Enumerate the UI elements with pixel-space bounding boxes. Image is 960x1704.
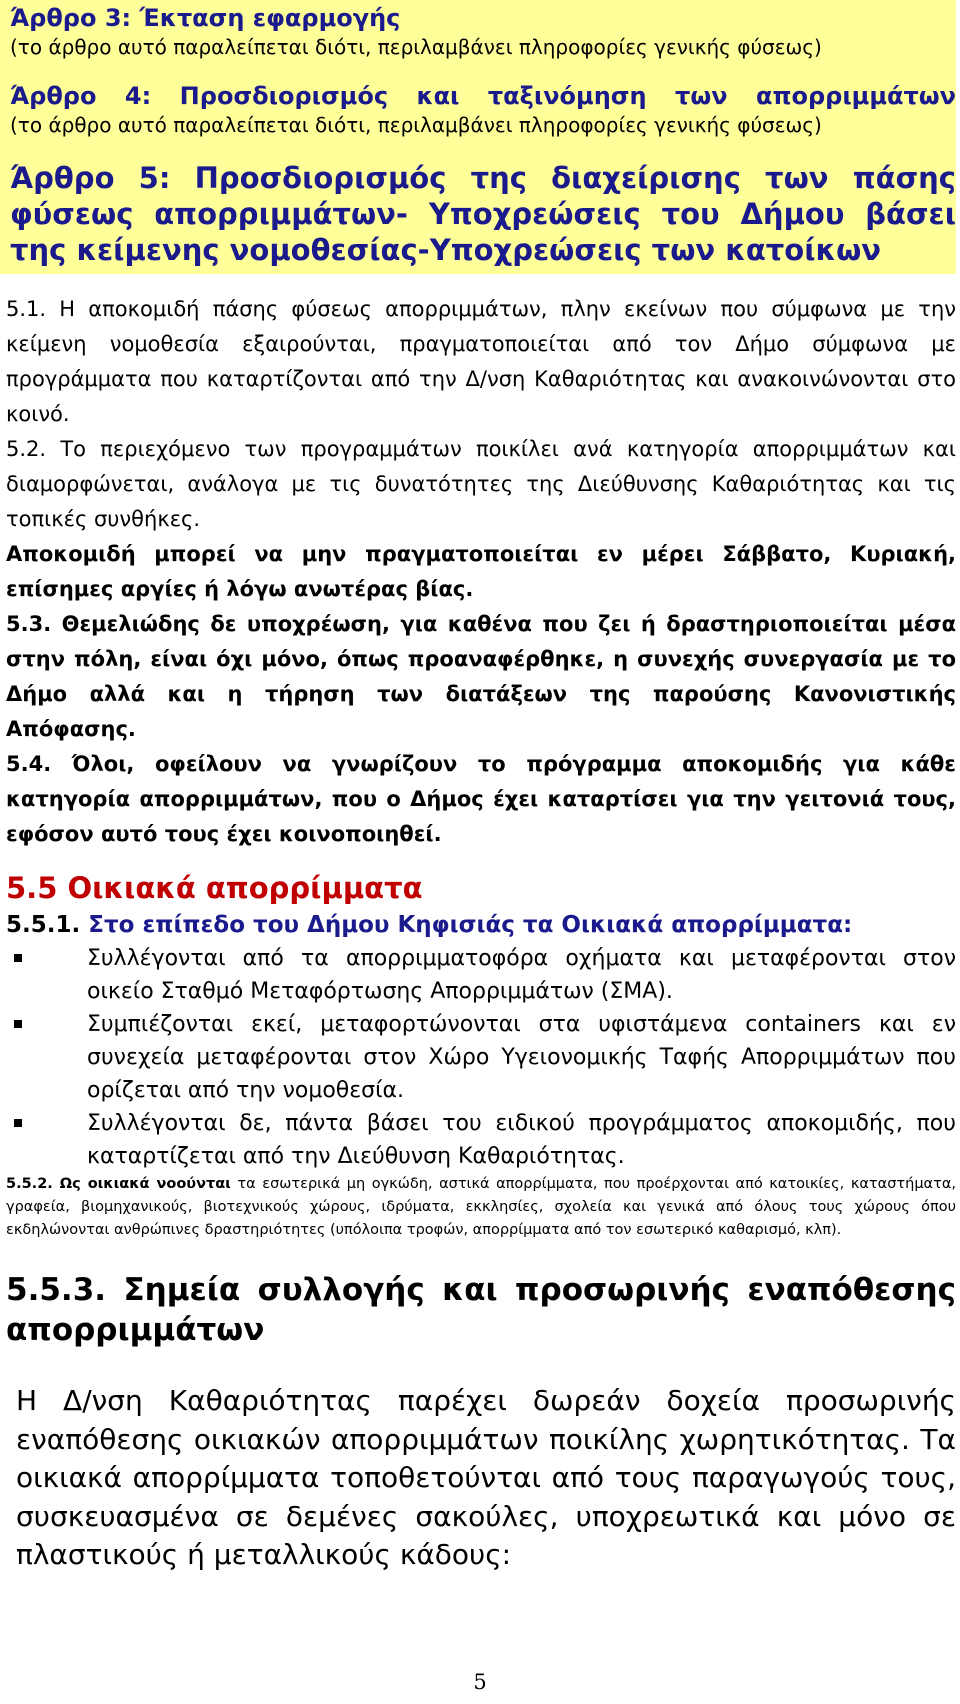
square-bullet-icon	[14, 1020, 22, 1028]
section-5-5-title: 5.5 Οικιακά απορρίμματα	[6, 871, 423, 905]
bullet-list	[6, 942, 956, 1173]
article-5-title: Άρθρο 5: Προσδιορισμός της διαχείρισης των πάσης φύσεως απορριμμάτων- Υποχρεώσεις του Δήμου βάσει της κείμενης νομοθεσίας-Υποχρεώσεις των κατοίκων	[10, 161, 956, 267]
paragraph-5-2-bold: Αποκομιδή μπορεί να μην πραγματοποιείται εν μέρει Σάββατο, Κυριακή, επίσημες αργίες ή λόγω ανωτέρας βίας.	[6, 542, 956, 601]
page-number: 5	[473, 1670, 487, 1694]
document-page	[6, 0, 956, 1575]
square-bullet-icon	[14, 954, 22, 962]
article-4-title: Άρθρο 4: Προσδιορισμός και ταξινόμηση των απορριμμάτων	[10, 82, 956, 110]
paragraph-5-3: 5.3. Θεμελιώδης δε υποχρέωση, για καθένα που ζει ή δραστηριοποιείται μέσα στην πόλη, είναι όχι μόνο, όπως προαναφέρθηκε, η συνεχής συνεργασία με το Δήμο αλλά και η τήρηση των διατάξεων της παρούσης Κανονιστικής Απόφασης.	[6, 612, 956, 741]
highlighted-articles-block	[0, 0, 956, 274]
subsection-5-5-3-heading: 5.5.3. Σημεία συλλογής και προσωρινής εναπόθεσης απορριμμάτων	[6, 1272, 956, 1348]
paragraph-5-5-3: Η Δ/νση Καθαριότητας παρέχει δωρεάν δοχεία προσωρινής εναπόθεσης οικιακών απορριμμάτων ποικίλης χωρητικότητας. Τα οικιακά απορρίμματα τοποθετούνται από τους παραγωγούς τους, συσκευασμένα σε δεμένες σακούλες, υποχρεωτικά και μόνο σε πλαστικούς ή μεταλλικούς κάδους:	[16, 1384, 956, 1571]
paragraph-5-5-2-lead: 5.5.2. Ως οικιακά νοούνται	[6, 1176, 231, 1192]
list-item: Συλλέγονται από τα απορριμματοφόρα οχήματα και μεταφέρονται στον οικείο Σταθμό Μεταφόρτωσης Απορριμμάτων (ΣΜΑ).	[6, 942, 956, 1008]
paragraph-5-5-2	[6, 1173, 956, 1242]
article-3-title: Άρθρο 3: Έκταση εφαρμογής	[10, 4, 401, 32]
article-3-note: (το άρθρο αυτό παραλείπεται διότι, περιλαμβάνει πληροφορίες γενικής φύσεως)	[10, 35, 822, 59]
paragraph-5-2: 5.2. Το περιεχόμενο των προγραμμάτων ποικίλει ανά κατηγορία απορριμμάτων και διαμορφώνεται, ανάλογα με τις δυνατότητες της Διεύθυνσης Καθαριότητας και τις τοπικές συνθήκες.	[6, 437, 956, 531]
article-4-note: (το άρθρο αυτό παραλείπεται διότι, περιλαμβάνει πληροφορίες γενικής φύσεως)	[10, 113, 822, 137]
subsection-text: Στο επίπεδο του Δήμου Κηφισιάς τα Οικιακά απορρίμματα:	[88, 912, 853, 938]
paragraph-5-5-2-text: τα εσωτερικά μη ογκώδη, αστικά απορρίμματα, που προέρχονται από κατοικίες, καταστήματα, γραφεία, βιομηχανικούς, βιοτεχνικούς χώρους, ιδρύματα, εκκλησίες, σχολεία και γενικά από όλους τους χώρους όπου εκδηλώνονται ανθρώπινες δραστηριότητες (υπόλοιπα τροφών, απορρίμματα από τον εσωτερικό καθαρισμό, κλπ).	[6, 1176, 957, 1238]
paragraph-5-1: 5.1. Η αποκομιδή πάσης φύσεως απορριμμάτων, πλην εκείνων που σύμφωνα με την κείμενη νομοθεσία εξαιρούνται, πραγματοποιείται από τον Δήμο σύμφωνα με προγράμματα που καταρτίζονται από την Δ/νση Καθαριότητας και ανακοινώνονται στο κοινό.	[6, 297, 956, 426]
subsection-5-5-1-heading	[6, 908, 956, 942]
square-bullet-icon	[14, 1119, 22, 1127]
list-item: Συλλέγονται δε, πάντα βάσει του ειδικού προγράμματος αποκομιδής, που καταρτίζεται από την Διεύθυνση Καθαριότητας.	[6, 1107, 956, 1173]
paragraph-5-4: 5.4. Όλοι, οφείλουν να γνωρίζουν το πρόγραμμα αποκομιδής για κάθε κατηγορία απορριμμάτων, που ο Δήμος έχει καταρτίσει για την γειτονιά τους, εφόσον αυτό τους έχει κοινοποιηθεί.	[6, 752, 956, 846]
list-item: Συμπιέζονται εκεί, μεταφορτώνονται στα υφιστάμενα containers και εν συνεχεία μεταφέρονται στον Χώρο Υγειονομικής Ταφής Απορριμμάτων που ορίζεται από την νομοθεσία.	[6, 1008, 956, 1107]
subsection-number: 5.5.1.	[6, 912, 81, 938]
